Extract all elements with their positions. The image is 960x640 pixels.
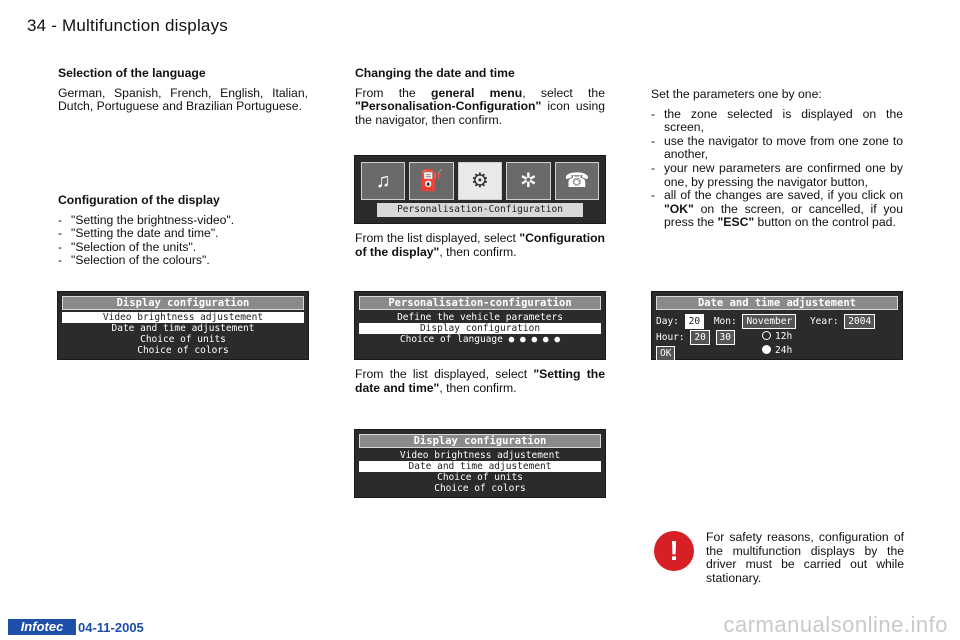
page-title: 34 - Multifunction displays xyxy=(27,16,228,35)
footer-date: 04-11-2005 xyxy=(78,620,144,635)
config-list xyxy=(58,214,308,268)
menu-row-display-config: Display configuration xyxy=(359,323,601,334)
phone-icon: ☎ xyxy=(555,162,599,200)
screen-title: Display configuration xyxy=(62,296,304,310)
language-text: German, Spanish, French, English, Italian, Dutch, Portuguese and Brazilian Portuguese. xyxy=(58,85,308,114)
column-1 xyxy=(58,67,308,120)
menu-row-units: Choice of units xyxy=(140,334,226,345)
year-field: 2004 xyxy=(844,314,875,329)
screen-title: Personalisation-configuration xyxy=(359,296,601,310)
hour-field: 20 xyxy=(690,330,709,345)
config-item: - "Selection of the colours". xyxy=(58,254,308,268)
column-2-step2 xyxy=(355,232,605,265)
menu-row-brightness: Video brightness adjustement xyxy=(399,450,561,461)
column-1-config xyxy=(58,194,308,268)
radio-24h-icon xyxy=(762,345,771,354)
instruction-3: From the list displayed, select "Setting the date and time", then confirm. xyxy=(355,367,605,395)
screen-menu xyxy=(359,450,601,494)
parameters-list xyxy=(651,108,903,230)
parameters-intro: Set the parameters one by one: xyxy=(651,87,822,101)
screen-menu xyxy=(62,312,304,356)
format-24h: 24h xyxy=(762,344,792,357)
audio-icon: ♫ xyxy=(361,162,405,200)
screen-menu xyxy=(359,312,601,345)
column-2-step3 xyxy=(355,368,605,401)
menu-row-date-time: Date and time adjustement xyxy=(111,323,255,334)
parameters-item: - use the navigator to move from one zone to another, xyxy=(651,135,903,162)
personalisation-icon: ⚙ xyxy=(458,162,502,200)
climate-icon: ✲ xyxy=(506,162,550,200)
language-heading: Selection of the language xyxy=(58,66,206,80)
icon-caption: Personalisation-Configuration xyxy=(377,203,583,217)
menu-row-colors: Choice of colors xyxy=(434,483,526,494)
config-item: - "Setting the date and time". xyxy=(58,227,308,241)
menu-row-date-time: Date and time adjustement xyxy=(359,461,601,472)
parameters-item: - all of the changes are saved, if you click on "OK" on the screen, or cancelled, if you press the "ESC" button on the control pad. xyxy=(651,189,903,230)
parameters-item: - your new parameters are confirmed one by one, by pressing the navigator button, xyxy=(651,162,903,189)
fuel-icon: ⛽ xyxy=(409,162,453,200)
menu-row-language: Choice of language ● ● ● ● ● xyxy=(399,334,561,345)
date-time-screen xyxy=(651,291,903,360)
ok-box: OK xyxy=(656,346,675,361)
infotec-logo: Infotec xyxy=(8,619,76,635)
hour-row: Hour: 20 30 xyxy=(656,330,735,345)
parameters-item: - the zone selected is displayed on the screen, xyxy=(651,108,903,135)
personalisation-icon-screen xyxy=(354,155,606,224)
radio-12h-icon xyxy=(762,331,771,340)
display-config-screen-2 xyxy=(354,429,606,498)
menu-row-vehicle: Define the vehicle parameters xyxy=(397,312,563,323)
watermark: carmanualsonline.info xyxy=(723,612,948,637)
icon-bar xyxy=(361,162,599,200)
safety-note: For safety reasons, configuration of the multifunction displays by the driver must be carried out while stationary. xyxy=(706,530,904,585)
date-row: Day: 20 Mon: November Year: 2004 xyxy=(656,314,875,329)
format-12h: 12h xyxy=(762,330,792,343)
month-field: November xyxy=(742,314,796,329)
config-item: - "Selection of the units". xyxy=(58,241,308,255)
menu-row-brightness: Video brightness adjustement xyxy=(62,312,304,323)
column-2 xyxy=(355,67,605,133)
menu-row-colors: Choice of colors xyxy=(137,345,229,356)
display-config-screen-1 xyxy=(57,291,309,360)
day-field: 20 xyxy=(685,314,704,329)
screen-title: Date and time adjustement xyxy=(656,296,898,310)
menu-row-units: Choice of units xyxy=(437,472,523,483)
date-heading: Changing the date and time xyxy=(355,66,515,80)
instruction-2: From the list displayed, select "Configuration of the display", then confirm. xyxy=(355,231,605,259)
column-3 xyxy=(651,88,903,230)
instruction-1: From the general menu, select the "Personalisation-Configuration" icon using the navigator, then confirm. xyxy=(355,85,605,127)
screen-title: Display configuration xyxy=(359,434,601,448)
config-item: - "Setting the brightness-video". xyxy=(58,214,308,228)
config-heading: Configuration of the display xyxy=(58,193,220,207)
minute-field: 30 xyxy=(716,330,735,345)
exclamation-icon: ! xyxy=(654,531,694,571)
personalisation-list-screen xyxy=(354,291,606,360)
